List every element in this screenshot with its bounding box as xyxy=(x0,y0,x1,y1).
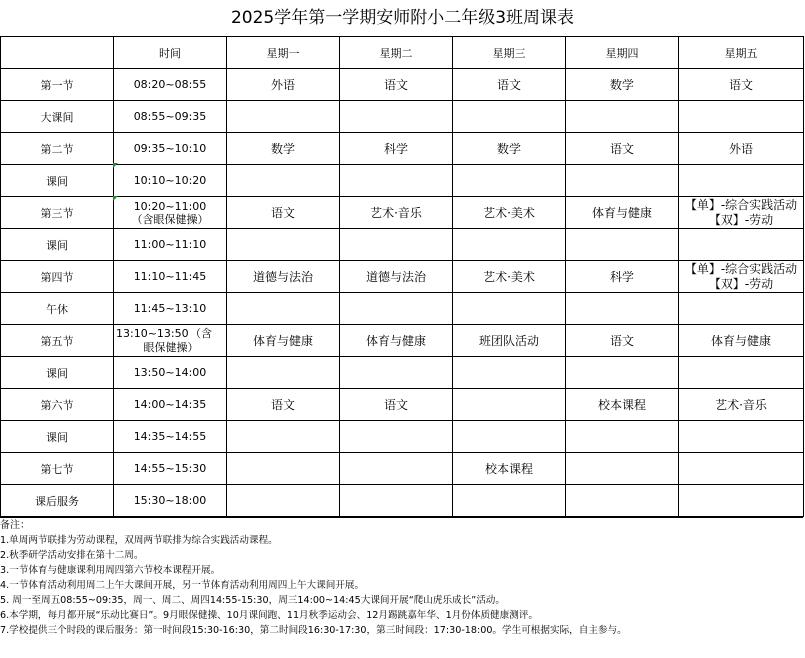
cell-friday[interactable] xyxy=(679,229,804,261)
cell-monday[interactable] xyxy=(227,421,340,453)
cell-monday[interactable] xyxy=(227,453,340,485)
header-tuesday[interactable]: 星期二 xyxy=(340,37,453,69)
period-time-main: 10:20~11:00 xyxy=(133,199,207,213)
period-time[interactable]: 13:50~14:00 xyxy=(114,357,227,389)
cell-tuesday[interactable] xyxy=(340,165,453,197)
cell-tuesday[interactable] xyxy=(340,293,453,325)
period-label[interactable]: 课间 xyxy=(1,165,114,197)
note-item: 1.单周两节联排为劳动课程，双周两节联排为综合实践活动课程。 xyxy=(0,535,278,546)
notes-heading: 备注： xyxy=(0,520,30,531)
period-time[interactable]: 14:00~14:35 xyxy=(114,389,227,421)
header-blank[interactable] xyxy=(1,37,114,69)
cell-monday[interactable] xyxy=(227,357,340,389)
cell-friday[interactable] xyxy=(679,293,804,325)
cell-friday[interactable]: 体育与健康 xyxy=(679,325,804,357)
cell-wednesday[interactable] xyxy=(453,101,566,133)
cell-friday[interactable] xyxy=(679,357,804,389)
comment-marker-icon xyxy=(113,196,118,201)
table-row xyxy=(1,453,804,485)
note-item: 3.一节体育与健康课利用周四第六节校本课程开展。 xyxy=(0,565,221,576)
cell-friday[interactable] xyxy=(679,453,804,485)
cell-wednesday[interactable]: 语文 xyxy=(453,69,566,101)
cell-wednesday[interactable]: 校本课程 xyxy=(453,453,566,485)
cell-tuesday[interactable] xyxy=(340,357,453,389)
table-row xyxy=(1,261,804,293)
period-time[interactable]: 11:00~11:10 xyxy=(114,229,227,261)
period-time[interactable]: 14:35~14:55 xyxy=(114,421,227,453)
cell-friday-line-2: 【双】-劳动 xyxy=(708,276,774,291)
cell-wednesday[interactable] xyxy=(453,293,566,325)
cell-friday[interactable]: 外语 xyxy=(679,133,804,165)
period-time[interactable]: 09:35~10:10 xyxy=(114,133,227,165)
cell-thursday[interactable]: 数学 xyxy=(566,69,679,101)
cell-thursday[interactable] xyxy=(566,485,679,517)
period-time[interactable]: 10:10~10:20 xyxy=(114,165,227,197)
cell-tuesday[interactable] xyxy=(340,485,453,517)
period-label[interactable]: 课间 xyxy=(1,229,114,261)
table-row xyxy=(1,293,804,325)
header-row xyxy=(1,37,804,69)
cell-tuesday[interactable] xyxy=(340,101,453,133)
cell-wednesday[interactable]: 班团队活动 xyxy=(453,325,566,357)
header-monday[interactable]: 星期一 xyxy=(227,37,340,69)
cell-thursday[interactable] xyxy=(566,453,679,485)
table-row xyxy=(1,69,804,101)
cell-wednesday[interactable] xyxy=(453,421,566,453)
cell-thursday[interactable]: 体育与健康 xyxy=(566,197,679,229)
cell-monday[interactable]: 数学 xyxy=(227,133,340,165)
cell-thursday[interactable] xyxy=(566,293,679,325)
note-item: 2.秋季研学活动安排在第十二周。 xyxy=(0,550,144,561)
cell-thursday[interactable] xyxy=(566,101,679,133)
period-time[interactable]: 08:55~09:35 xyxy=(114,101,227,133)
note-item: 5. 周一至周五08:55~09:35，周一、周二、周四14:55-15:30，周三14:00~14:45大课间开展“爬山虎乐成长”活动。 xyxy=(0,595,505,606)
cell-friday[interactable]: 语文 xyxy=(679,69,804,101)
cell-monday[interactable] xyxy=(227,101,340,133)
cell-wednesday[interactable] xyxy=(453,165,566,197)
period-label[interactable]: 课间 xyxy=(1,357,114,389)
cell-friday-line-2: 【双】-劳动 xyxy=(708,212,774,227)
period-time-note: （含眼保健操） xyxy=(131,212,209,226)
cell-monday[interactable]: 外语 xyxy=(227,69,340,101)
cell-monday[interactable]: 语文 xyxy=(227,389,340,421)
period-label[interactable]: 第五节 xyxy=(1,325,114,357)
table-row xyxy=(1,357,804,389)
cell-thursday[interactable] xyxy=(566,165,679,197)
table-row xyxy=(1,101,804,133)
period-time[interactable] xyxy=(114,197,227,229)
period-label[interactable]: 第三节 xyxy=(1,197,114,229)
cell-thursday[interactable]: 语文 xyxy=(566,133,679,165)
table-row xyxy=(1,229,804,261)
schedule-table xyxy=(0,36,804,517)
cell-thursday[interactable]: 校本课程 xyxy=(566,389,679,421)
period-time[interactable]: 11:45~13:10 xyxy=(114,293,227,325)
period-time[interactable]: 14:55~15:30 xyxy=(114,453,227,485)
header-wednesday[interactable]: 星期三 xyxy=(453,37,566,69)
cell-wednesday[interactable] xyxy=(453,389,566,421)
cell-friday[interactable]: 艺术·音乐 xyxy=(679,389,804,421)
period-label[interactable]: 第一节 xyxy=(1,69,114,101)
cell-tuesday[interactable]: 科学 xyxy=(340,133,453,165)
period-time-note-a: （含 xyxy=(190,326,212,340)
cell-tuesday[interactable]: 语文 xyxy=(340,389,453,421)
cell-friday-line-1: 【单】-综合实践活动 xyxy=(684,197,798,212)
cell-wednesday[interactable]: 数学 xyxy=(453,133,566,165)
cell-thursday[interactable]: 科学 xyxy=(566,261,679,293)
cell-friday-line-1: 【单】-综合实践活动 xyxy=(684,261,798,276)
period-label[interactable]: 课间 xyxy=(1,421,114,453)
header-thursday[interactable]: 星期四 xyxy=(566,37,679,69)
notes-section xyxy=(0,516,803,658)
period-label[interactable]: 第七节 xyxy=(1,453,114,485)
cell-friday[interactable] xyxy=(679,261,804,293)
cell-thursday[interactable] xyxy=(566,357,679,389)
period-label[interactable]: 第六节 xyxy=(1,389,114,421)
cell-monday[interactable] xyxy=(227,165,340,197)
cell-friday[interactable] xyxy=(679,101,804,133)
cell-wednesday[interactable] xyxy=(453,229,566,261)
period-label[interactable]: 大课间 xyxy=(1,101,114,133)
header-time[interactable]: 时间 xyxy=(114,37,227,69)
cell-tuesday[interactable]: 语文 xyxy=(340,69,453,101)
cell-wednesday[interactable] xyxy=(453,485,566,517)
cell-thursday[interactable] xyxy=(566,421,679,453)
period-label[interactable]: 第四节 xyxy=(1,261,114,293)
period-time-note-b: 眼保健操） xyxy=(143,340,199,354)
table-row xyxy=(1,485,804,517)
page-title: 2025学年第一学期安师附小二年级3班周课表 xyxy=(230,8,575,28)
period-time[interactable]: 08:20~08:55 xyxy=(114,69,227,101)
cell-monday[interactable]: 体育与健康 xyxy=(227,325,340,357)
table-row xyxy=(1,389,804,421)
cell-tuesday[interactable]: 体育与健康 xyxy=(340,325,453,357)
cell-tuesday[interactable]: 道德与法治 xyxy=(340,261,453,293)
cell-friday[interactable] xyxy=(679,197,804,229)
header-friday[interactable]: 星期五 xyxy=(679,37,804,69)
cell-friday[interactable] xyxy=(679,165,804,197)
cell-wednesday[interactable]: 艺术·美术 xyxy=(453,261,566,293)
cell-thursday[interactable]: 语文 xyxy=(566,325,679,357)
note-item: 7.学校提供三个时段的课后服务：第一时间段15:30-16:30，第二时间段16:30-17:30，第三时间段：17:30-18:00。学生可根据实际，自主参与。 xyxy=(0,625,627,636)
comment-marker-icon xyxy=(113,163,118,168)
cell-monday[interactable]: 语文 xyxy=(227,197,340,229)
period-label[interactable]: 午休 xyxy=(1,293,114,325)
cell-friday[interactable] xyxy=(679,421,804,453)
note-item: 6.本学期，每月都开展“乐动比赛日”。9月眼保健操、10月课间跑、11月秋季运动会、12月踢跳嘉年华、1月份体质健康测评。 xyxy=(0,610,539,621)
table-row xyxy=(1,165,804,197)
period-time[interactable] xyxy=(114,325,227,357)
cell-tuesday[interactable] xyxy=(340,229,453,261)
period-label[interactable]: 第二节 xyxy=(1,133,114,165)
table-row xyxy=(1,421,804,453)
period-time[interactable]: 15:30~18:00 xyxy=(114,485,227,517)
cell-monday[interactable] xyxy=(227,293,340,325)
cell-monday[interactable] xyxy=(227,229,340,261)
cell-monday[interactable]: 道德与法治 xyxy=(227,261,340,293)
cell-thursday[interactable] xyxy=(566,229,679,261)
period-time[interactable]: 11:10~11:45 xyxy=(114,261,227,293)
table-row xyxy=(1,133,804,165)
cell-tuesday[interactable] xyxy=(340,421,453,453)
cell-monday[interactable] xyxy=(227,485,340,517)
period-label[interactable]: 课后服务 xyxy=(1,485,114,517)
note-item: 4.一节体育活动利用周二上午大课间开展，另一节体育活动利用周四上午大课间开展。 xyxy=(0,580,365,591)
cell-tuesday[interactable]: 艺术·音乐 xyxy=(340,197,453,229)
cell-tuesday[interactable] xyxy=(340,453,453,485)
cell-friday[interactable] xyxy=(679,485,804,517)
table-row xyxy=(1,197,804,229)
table-row xyxy=(1,325,804,357)
period-time-main: 13:10~13:50 xyxy=(116,326,189,340)
cell-wednesday[interactable]: 艺术·美术 xyxy=(453,197,566,229)
cell-wednesday[interactable] xyxy=(453,357,566,389)
